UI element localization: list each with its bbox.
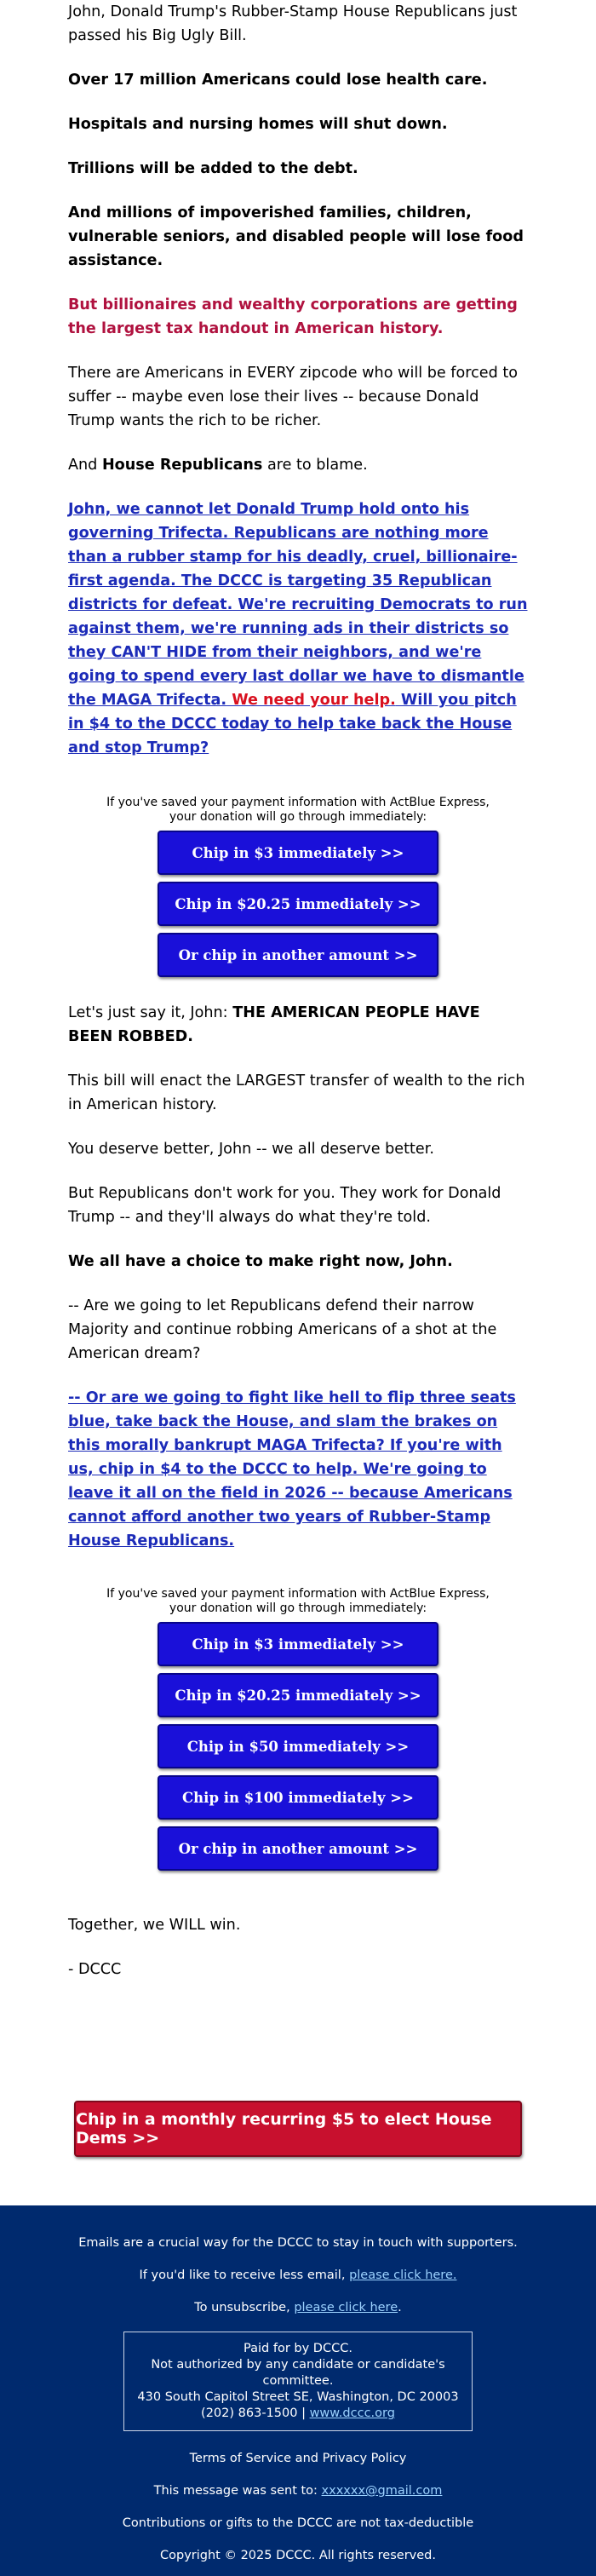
republicans-work-paragraph: But Republicans don't work for you. They work for Donald Trump -- and they'll always do what they're told.	[68, 1185, 501, 1226]
hospitals-paragraph: Hospitals and nursing homes will shut down.	[68, 116, 448, 133]
footer	[0, 2205, 596, 2576]
chip-in-other-button[interactable]: Or chip in another amount >>	[158, 1826, 438, 1871]
chip-in-20-25-button[interactable]: Chip in $20.25 immediately >>	[158, 882, 438, 926]
chip-in-20-25-button[interactable]: Chip in $20.25 immediately >>	[158, 1673, 438, 1717]
chip-in-100-button[interactable]: Chip in $100 immediately >>	[158, 1775, 438, 1820]
intro-paragraph: John, Donald Trump's Rubber-Stamp House Republicans just passed his Big Ugly Bill.	[68, 3, 518, 44]
chip-in-other-button[interactable]: Or chip in another amount >>	[158, 933, 438, 977]
sent-to-text: This message was sent to: xxxxxx@gmail.com	[153, 2484, 443, 2498]
food-assistance-paragraph: And millions of impoverished families, children, vulnerable seniors, and disabled people will lose food assistance.	[68, 204, 524, 269]
actblue-note-1: If you've saved your payment information with ActBlue Express, your donation will go through immediately:	[106, 796, 490, 824]
recipient-email-link[interactable]: xxxxxx@gmail.com	[321, 2484, 443, 2498]
footer-email-note: Emails are a crucial way for the DCCC to stay in touch with supporters.	[78, 2236, 518, 2250]
footer-less-email: If you'd like to receive less email, please click here.	[139, 2268, 457, 2282]
house-republicans-bold: House Republicans	[101, 457, 263, 474]
paid-for-text: Paid for by DCCC.	[244, 2342, 352, 2355]
wealth-transfer-paragraph: This bill will enact the LARGEST transfer of wealth to the rich in American history.	[68, 1072, 525, 1113]
unsubscribe-link[interactable]: please click here	[294, 2301, 398, 2314]
blame-paragraph: And House Republicans are to blame.	[68, 457, 368, 474]
signature: - DCCC	[68, 1961, 122, 1978]
not-authorized-text: Not authorized by any candidate or candidate's committee.	[151, 2358, 445, 2388]
chip-in-3-button[interactable]: Chip in $3 immediately >>	[158, 831, 438, 875]
chip-in-3-button[interactable]: Chip in $3 immediately >>	[158, 1622, 438, 1666]
phone-website-text: (202) 863-1500 | www.dccc.org	[201, 2406, 395, 2420]
robbed-paragraph: Let's just say it, John: THE AMERICAN PEOPLE HAVE BEEN ROBBED.	[68, 1004, 480, 1045]
disclaimer-box	[123, 2332, 473, 2431]
donate-link-1[interactable]: John, we cannot let Donald Trump hold onto his governing Trifecta. Republicans are nothing more than a rubber stamp for his deadly, cruel, billionaire-first agenda. The DCCC is targeting 35 Republican districts for defeat. We're recruiting Democrats to run against them, we're running ads in their districts so they CAN'T HIDE from their neighbors, and we're going to spend every last dollar we have to dismantle the MAGA Trifecta. We need your help. Will you pitch in $4 to the DCCC today to help take back the House and stop Trump?	[68, 501, 528, 756]
closing-paragraph: Together, we WILL win.	[68, 1917, 241, 1934]
zipcode-paragraph: There are Americans in EVERY zipcode who will be forced to suffer -- maybe even lose their lives -- because Donald Trump wants the rich to be richer.	[68, 365, 519, 429]
website-link[interactable]: www.dccc.org	[309, 2406, 395, 2420]
donate-link-2[interactable]: -- Or are we going to fight like hell to flip three seats blue, take back the House, and slam the brakes on this morally bankrupt MAGA Trifecta? If you're with us, chip in $4 to the DCCC to help. We're going to leave it all on the field in 2026 -- because Americans cannot afford another two years of Rubber-Stamp House Republicans.	[68, 1389, 516, 1550]
choice-paragraph: We all have a choice to make right now, John.	[68, 1253, 453, 1270]
donation-buttons-1	[68, 831, 528, 977]
address-text: 430 South Capitol Street SE, Washington, DC 20003	[137, 2390, 459, 2404]
billionaires-paragraph: But billionaires and wealthy corporations are getting the largest tax handout in American history.	[68, 296, 518, 337]
less-email-link[interactable]: please click here.	[349, 2268, 457, 2282]
copyright-text: Copyright © 2025 DCCC. All rights reserved.	[160, 2549, 436, 2562]
health-care-paragraph: Over 17 million Americans could lose health care.	[68, 72, 488, 89]
monthly-recurring-button[interactable]: Chip in a monthly recurring $5 to elect House Dems >>	[74, 2101, 522, 2157]
debt-paragraph: Trillions will be added to the debt.	[68, 160, 358, 177]
chip-in-50-button[interactable]: Chip in $50 immediately >>	[158, 1724, 438, 1768]
terms-link[interactable]: Terms of Service and Privacy Policy	[189, 2452, 407, 2465]
need-help-text: We need your help.	[226, 692, 396, 709]
tax-deductible-text: Contributions or gifts to the DCCC are not tax-deductible	[122, 2516, 474, 2530]
footer-unsubscribe: To unsubscribe, please click here.	[194, 2301, 402, 2314]
deserve-better-paragraph: You deserve better, John -- we all deserve better.	[68, 1141, 434, 1158]
actblue-note-2: If you've saved your payment information with ActBlue Express, your donation will go through immediately:	[106, 1587, 490, 1615]
majority-paragraph: -- Are we going to let Republicans defend their narrow Majority and continue robbing Americans of a shot at the American dream?	[68, 1297, 497, 1362]
donation-buttons-2	[68, 1622, 528, 1871]
